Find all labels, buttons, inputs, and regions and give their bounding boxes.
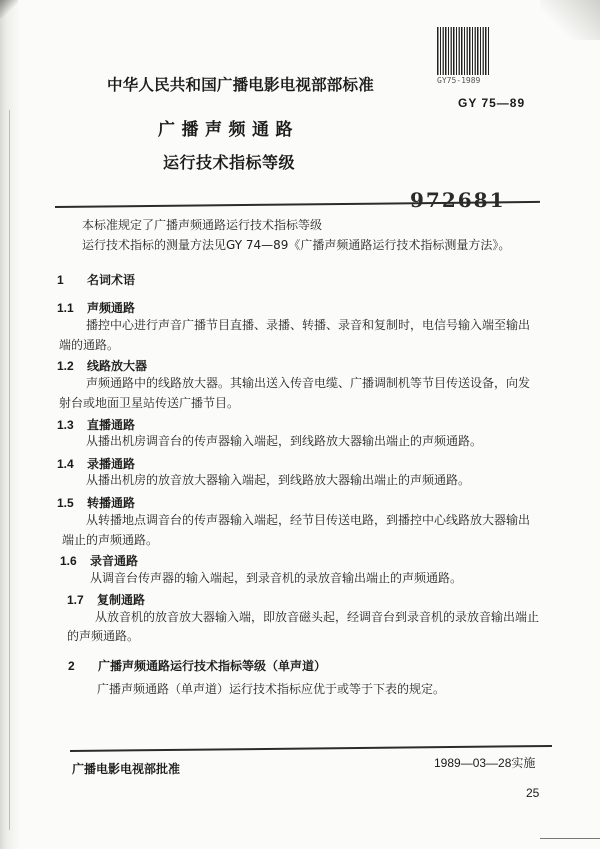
document-subtitle: 运行技术指标等级 (163, 153, 296, 172)
effective-date: 1989—03—28实施 (434, 756, 536, 770)
standard-code: GY 75—89 (458, 96, 526, 110)
scan-corner-shadow (0, 0, 18, 18)
body-line: 端止的声频通路。 (62, 533, 159, 547)
body-line: 端的通路。 (59, 338, 120, 352)
body-line: 从调音台传声器的输入端起，到录音机的录放音输出端止的声频通路。 (90, 571, 463, 585)
barcode-icon (437, 27, 489, 75)
subsection-title: 直播通路 (87, 418, 136, 432)
subsection-title: 录音通路 (90, 554, 139, 568)
section-number: 1 (57, 273, 64, 287)
subsection-number: 1.5 (57, 496, 74, 510)
subsection-heading (57, 492, 135, 511)
subsection-heading (67, 589, 145, 608)
page-number: 25 (526, 786, 540, 800)
subsection-number: 1.7 (67, 593, 84, 607)
subsection-number: 1.6 (60, 554, 77, 568)
subsection-heading (57, 297, 135, 316)
subsection-title: 声频通路 (87, 301, 136, 315)
approved-by: 广播电影电视部批准 (72, 762, 181, 776)
document-number: 972681 (410, 188, 506, 212)
body-line: 从放音机的放音放大器输入端，即放音磁头起，经调音台到录音机的录放音输出端止 (95, 610, 540, 624)
intro-paragraph: 运行技术指标的测量方法见GY 74—89《广播声频通路运行技术指标测量方法》。 (82, 238, 511, 252)
subsection-number: 1.3 (57, 418, 74, 432)
body-line: 从转播地点调音台的传声器输入端起，经节目传送电路，到播控中心线路放大器输出 (86, 513, 531, 527)
intro-paragraph: 本标准规定了广播声频通路运行技术指标等级 (82, 218, 323, 232)
subsection-title: 转播通路 (87, 496, 136, 510)
subsection-title: 录播通路 (87, 457, 136, 471)
section-heading (68, 655, 326, 674)
issuer-standard-heading: 中华人民共和国广播电影电视部部标准 (107, 76, 374, 94)
subsection-title: 线路放大器 (87, 359, 148, 373)
body-line: 的声频通路。 (67, 629, 140, 643)
body-line: 播控中心进行声音广播节目直播、录播、转播、录音和复制时，电信号输入端至输出 (86, 318, 531, 332)
subsection-heading (57, 414, 135, 433)
scan-corner-shadow (540, 0, 600, 40)
section-title: 广播声频通路运行技术指标等级（单声道） (98, 659, 327, 673)
body-line: 从播出机房调音台的传声器输入端起，到线路放大器输出端止的声频通路。 (86, 434, 483, 448)
subsection-heading (57, 453, 135, 472)
body-line: 从播出机房的放音放大器输入端起，到线路放大器输出端止的声频通路。 (86, 473, 471, 487)
subsection-number: 1.1 (57, 301, 74, 315)
body-line: 射台或地面卫星站传送广播节目。 (59, 396, 240, 410)
section-number: 2 (68, 659, 75, 673)
footer-divider (70, 745, 552, 752)
section-heading (57, 269, 135, 288)
body-line: 声频通路中的线路放大器。其输出送入传音电缆、广播调制机等节目传送设备，向发 (86, 376, 531, 390)
document-title: 广播声频通路 (158, 120, 299, 140)
scan-mark (540, 838, 600, 839)
subsection-number: 1.2 (57, 359, 74, 373)
body-line: 广播声频通路（单声道）运行技术指标应优于或等于下表的规定。 (97, 682, 446, 696)
barcode-label: GY75-1989 (437, 76, 481, 85)
section-title: 名词术语 (87, 273, 136, 287)
subsection-heading (57, 355, 147, 374)
scan-left-edge (0, 0, 20, 849)
subsection-heading (60, 550, 138, 569)
subsection-number: 1.4 (57, 457, 74, 471)
subsection-title: 复制通路 (97, 593, 146, 607)
